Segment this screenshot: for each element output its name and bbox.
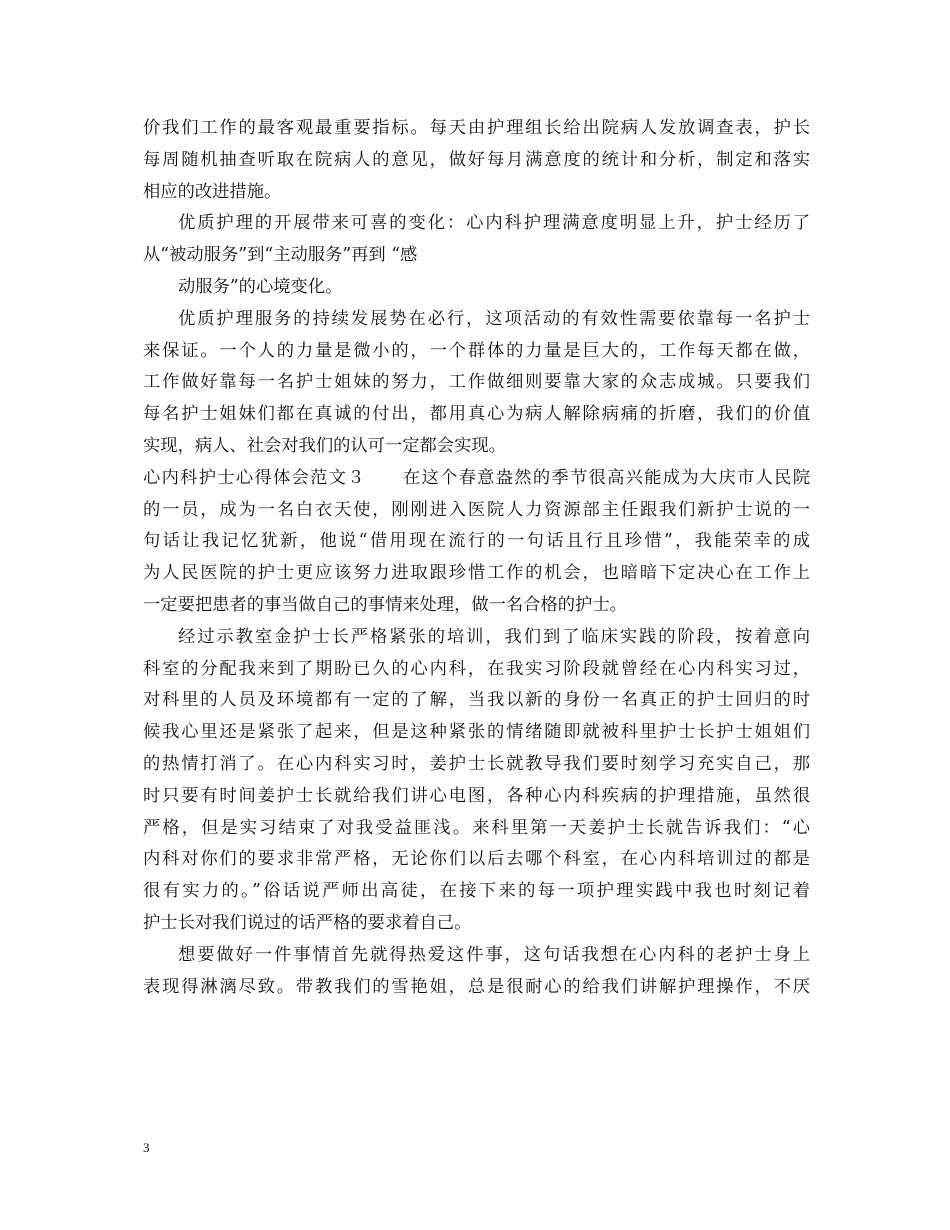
page-number: 3	[143, 1140, 150, 1155]
text-line: 想要做好一件事情首先就得热爱这件事，这句话我想在心内科的老护士身上	[178, 944, 810, 965]
text-line: 价我们工作的最客观最重要指标。每天由护理组长给出院病人发放调查表，护长	[143, 118, 810, 138]
text-line: 从“被动服务”到“主动服务”再到 “感	[143, 245, 418, 266]
section-heading-line: 心内科护士心得体会范文３ 在这个春意盎然的季节很高兴能成为大庆市人民院	[143, 467, 810, 488]
text-line: 候我心里还是紧张了起来，但是这种紧张的情绪随即就被科里护士长护士姐姐们	[143, 722, 810, 743]
text-line: 工作做好靠每一名护士姐妹的努力，工作做细则要靠大家的众志成城。只要我们	[143, 372, 810, 393]
text-line: 优质护理服务的持续发展势在必行，这项活动的有效性需要依靠每一名护士	[178, 308, 810, 329]
text-line: 相应的改进措施。	[143, 181, 282, 202]
text-line: 严格，但是实习结束了对我受益匪浅。来科里第一天姜护士长就告诉我们：“心	[143, 817, 810, 838]
text-line: 表现得淋漓尽致。带教我们的雪艳姐，总是很耐心的给我们讲解护理操作，不厌	[143, 976, 810, 997]
document-body	[143, 113, 810, 1003]
text-line: 每周随机抽查听取在院病人的意见，做好每月满意度的统计和分析，制定和落实	[143, 149, 810, 170]
text-line: 很有实力的。”俗话说严师出高徒，在接下来的每一项护理实践中我也时刻记着	[143, 881, 810, 902]
text-line: 动服务”的心境变化。	[178, 276, 343, 297]
text-line: 实现，病人、社会对我们的认可一定都会实现。	[143, 435, 506, 456]
text-line: 的一员，成为一名白衣天使，刚刚进入医院人力资源部主任跟我们新护士说的一	[143, 499, 810, 520]
text-line: 每名护士姐妹们都在真诚的付出，都用真心为病人解除病痛的折磨，我们的价值	[143, 404, 810, 425]
text-line: 内科对你们的要求非常严格，无论你们以后去哪个科室，在心内科培训过的都是	[143, 849, 810, 870]
text-line: 为人民医院的护士更应该努力进取跟珍惜工作的机会，也暗暗下定决心在工作上	[143, 563, 810, 584]
text-line: 护士长对我们说过的话严格的要求着自己。	[143, 912, 472, 933]
text-line: 句话让我记忆犹新，他说“借用现在流行的一句话且行且珍惜”，我能荣幸的成	[143, 531, 810, 552]
text-line: 的热情打消了。在心内科实习时，姜护士长就教导我们要时刻学习充实自己，那	[143, 753, 810, 774]
text-line: 科室的分配我来到了期盼已久的心内科，在我实习阶段就曾经在心内科实习过，	[143, 658, 810, 679]
text-line: 来保证。一个人的力量是微小的，一个群体的力量是巨大的，工作每天都在做，	[143, 340, 810, 361]
text-line: 优质护理的开展带来可喜的变化：心内科护理满意度明显上升，护士经历了	[178, 213, 810, 234]
text-line: 经过示教室金护士长严格紧张的培训，我们到了临床实践的阶段，按着意向	[178, 626, 810, 647]
text-line: 时只要有时间姜护士长就给我们讲心电图，各种心内科疾病的护理措施，虽然很	[143, 785, 810, 806]
text-line: 对科里的人员及环境都有一定的了解，当我以新的身份一名真正的护士回归的时	[143, 690, 810, 711]
text-line: 一定要把患者的事当做自己的事情来处理，做一名合格的护士。	[143, 594, 627, 615]
